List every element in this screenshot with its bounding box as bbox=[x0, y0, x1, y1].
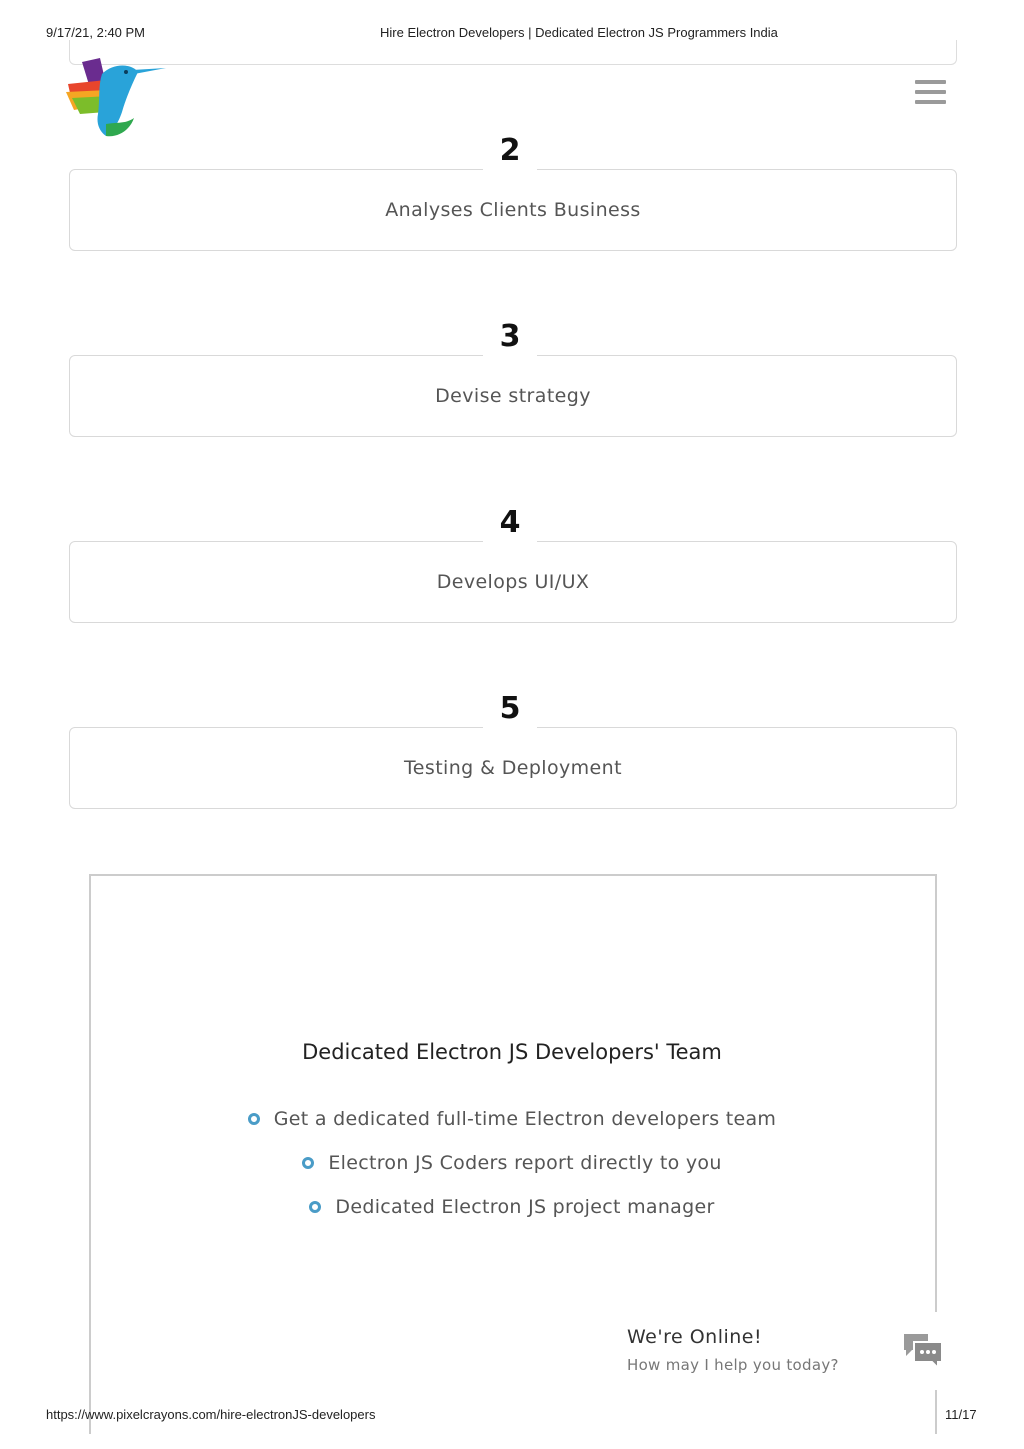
list-item bbox=[0, 1185, 1024, 1229]
print-date: 9/17/21, 2:40 PM bbox=[46, 25, 146, 40]
step-card bbox=[69, 727, 957, 809]
step-number: 2 bbox=[483, 131, 537, 171]
list-item bbox=[0, 1097, 1024, 1141]
process-step-2 bbox=[69, 133, 957, 251]
circle-bullet-icon bbox=[309, 1201, 321, 1213]
chat-title: We're Online! bbox=[627, 1326, 763, 1348]
list-item bbox=[0, 1141, 1024, 1185]
circle-bullet-icon bbox=[302, 1157, 314, 1169]
step-card bbox=[69, 541, 957, 623]
circle-bullet-icon bbox=[248, 1113, 260, 1125]
print-page-title: Hire Electron Developers | Dedicated Electron JS Programmers India bbox=[380, 25, 778, 40]
step-number: 3 bbox=[483, 317, 537, 357]
step-number: 4 bbox=[483, 503, 537, 543]
step-label: Devise strategy bbox=[435, 385, 591, 407]
chat-widget[interactable] bbox=[600, 1312, 940, 1390]
list-item-text: Get a dedicated full-time Electron developers team bbox=[273, 1108, 777, 1130]
list-item-text: Electron JS Coders report directly to you bbox=[328, 1152, 722, 1174]
step-label: Testing & Deployment bbox=[404, 757, 622, 779]
team-feature-list bbox=[0, 1097, 1024, 1229]
process-step-4 bbox=[69, 505, 957, 623]
chat-subtitle: How may I help you today? bbox=[627, 1356, 839, 1374]
print-page-number: 11/17 bbox=[945, 1407, 977, 1422]
team-section-title: Dedicated Electron JS Developers' Team bbox=[302, 1040, 722, 1064]
print-url: https://www.pixelcrayons.com/hire-electronJS-developers bbox=[46, 1407, 376, 1422]
hamburger-menu-icon[interactable] bbox=[915, 80, 946, 106]
step-card bbox=[69, 169, 957, 251]
step-card bbox=[69, 355, 957, 437]
process-step-5 bbox=[69, 691, 957, 809]
chat-bubbles-icon[interactable] bbox=[902, 1332, 944, 1370]
process-step-3 bbox=[69, 319, 957, 437]
step-label: Develops UI/UX bbox=[436, 571, 590, 593]
step-label: Analyses Clients Business bbox=[385, 199, 641, 221]
hummingbird-logo-icon[interactable] bbox=[62, 54, 172, 144]
step-number: 5 bbox=[483, 689, 537, 729]
step-card-clipped bbox=[69, 40, 957, 65]
list-item-text: Dedicated Electron JS project manager bbox=[335, 1196, 715, 1218]
